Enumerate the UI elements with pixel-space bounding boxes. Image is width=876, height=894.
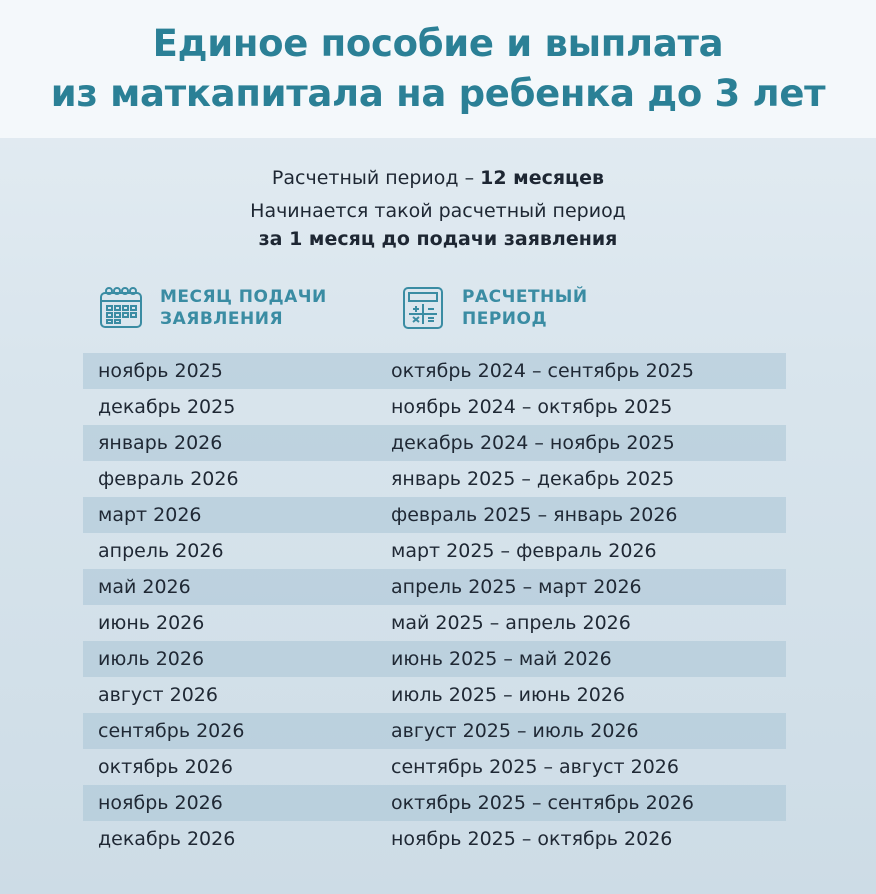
table-row: [83, 749, 786, 785]
column-header-month-label: [160, 286, 327, 330]
intro-line-1-bold: 12 месяцев: [480, 167, 605, 189]
table-cell-period: июнь 2025 – май 2026: [391, 648, 612, 670]
table-cell-month: ноябрь 2026: [98, 792, 223, 814]
table-row: [83, 461, 786, 497]
period-table: [83, 353, 786, 857]
table-cell-month: август 2026: [98, 684, 218, 706]
column-header-period: [400, 283, 588, 333]
table-row: [83, 569, 786, 605]
column-header-period-line-1: РАСЧЕТНЫЙ: [462, 287, 588, 307]
intro-text: [0, 162, 876, 254]
column-header-month-line-1: МЕСЯЦ ПОДАЧИ: [160, 287, 327, 307]
calendar-icon: [98, 285, 144, 331]
table-row: [83, 677, 786, 713]
calculator-icon: [400, 285, 446, 331]
table-cell-period: октябрь 2025 – сентябрь 2026: [391, 792, 694, 814]
table-row: [83, 425, 786, 461]
intro-line-3: за 1 месяц до подачи заявления: [258, 228, 618, 250]
table-cell-period: июль 2025 – июнь 2026: [391, 684, 626, 706]
table-row: [83, 389, 786, 425]
table-cell-period: ноябрь 2025 – октябрь 2026: [391, 828, 673, 850]
table-row: [83, 497, 786, 533]
column-header-month-line-2: ЗАЯВЛЕНИЯ: [160, 309, 284, 329]
table-row: [83, 533, 786, 569]
table-cell-month: декабрь 2026: [98, 828, 236, 850]
column-header-period-line-2: ПЕРИОД: [462, 309, 548, 329]
table-row: [83, 353, 786, 389]
table-cell-period: май 2025 – апрель 2026: [391, 612, 631, 634]
page-title-line-1: Единое пособие и выплата: [152, 22, 724, 65]
table-cell-period: январь 2025 – декабрь 2025: [391, 468, 675, 490]
intro-line-1: [0, 162, 876, 195]
table-row: [83, 821, 786, 857]
table-cell-month: февраль 2026: [98, 468, 239, 490]
table-cell-month: март 2026: [98, 504, 202, 526]
table-cell-period: март 2025 – февраль 2026: [391, 540, 657, 562]
table-cell-month: сентябрь 2026: [98, 720, 245, 742]
page-title-line-2: из маткапитала на ребенка до 3 лет: [50, 72, 826, 115]
intro-line-2: Начинается такой расчетный период: [250, 200, 626, 222]
table-cell-period: апрель 2025 – март 2026: [391, 576, 642, 598]
table-cell-month: июнь 2026: [98, 612, 205, 634]
column-header-month: [98, 283, 327, 333]
table-cell-month: апрель 2026: [98, 540, 224, 562]
table-row: [83, 713, 786, 749]
page-header: [0, 0, 876, 138]
table-cell-period: ноябрь 2024 – октябрь 2025: [391, 396, 673, 418]
column-header-period-label: [462, 286, 588, 330]
table-cell-period: август 2025 – июль 2026: [391, 720, 639, 742]
table-row: [83, 641, 786, 677]
table-cell-month: январь 2026: [98, 432, 223, 454]
table-row: [83, 785, 786, 821]
table-cell-period: сентябрь 2025 – август 2026: [391, 756, 679, 778]
table-cell-month: декабрь 2025: [98, 396, 236, 418]
table-cell-month: май 2026: [98, 576, 191, 598]
intro-line-1-prefix: Расчетный период –: [271, 167, 481, 189]
table-cell-period: февраль 2025 – январь 2026: [391, 504, 678, 526]
table-cell-month: июль 2026: [98, 648, 205, 670]
table-cell-month: октябрь 2026: [98, 756, 233, 778]
table-cell-period: декабрь 2024 – ноябрь 2025: [391, 432, 675, 454]
table-row: [83, 605, 786, 641]
table-cell-period: октябрь 2024 – сентябрь 2025: [391, 360, 694, 382]
table-cell-month: ноябрь 2025: [98, 360, 223, 382]
